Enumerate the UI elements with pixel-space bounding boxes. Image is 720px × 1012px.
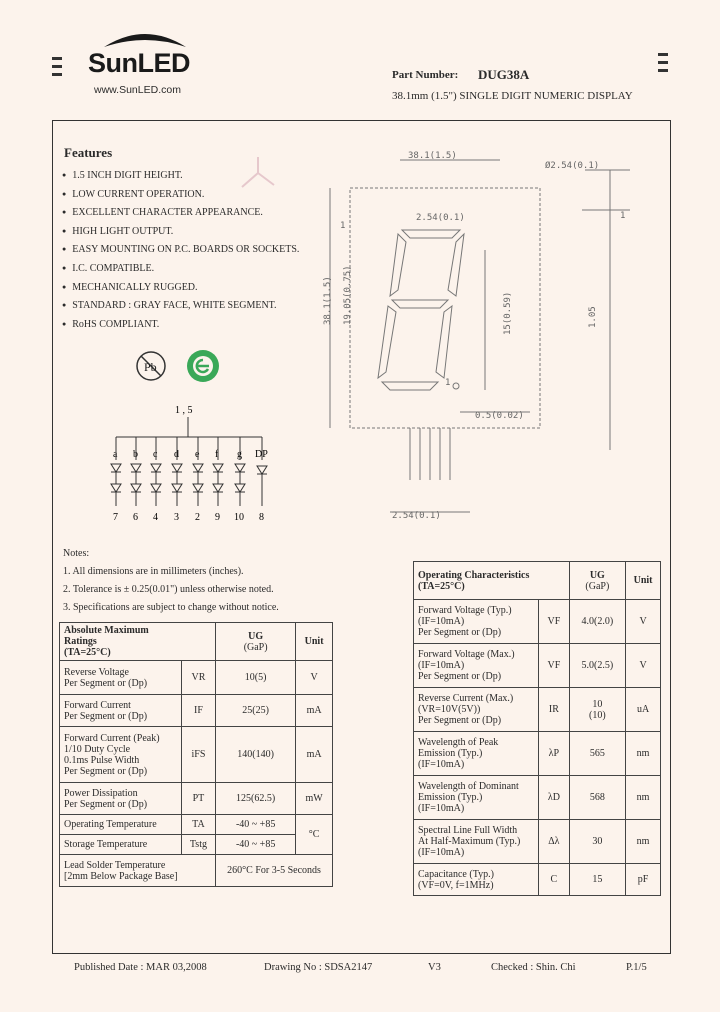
table-row (414, 820, 661, 864)
feature-item: ● MECHANICALLY RUGGED. (62, 279, 299, 298)
pin-label: 8 (259, 512, 264, 523)
product-subtitle: 38.1mm (1.5") SINGLE DIGIT NUMERIC DISPLAY (392, 90, 633, 102)
row-sub: Per Segment or (Dp) (64, 710, 148, 722)
row-sub: (VF=0V, f=1MHz) (418, 879, 494, 891)
row-sub: At Half-Maximum (Typ.) (418, 836, 521, 847)
segment-label: a (113, 449, 118, 460)
dimension-label: 19.05(0.75) (343, 265, 353, 325)
row-val: 565 (569, 732, 626, 776)
row-sub3: Per Segment or (Dp) (64, 765, 148, 777)
row-sym: C (539, 864, 569, 896)
pin-label: 6 (133, 512, 138, 523)
rohs-icon (184, 347, 222, 385)
row-sym: IR (539, 688, 569, 732)
row-val: 25(25) (216, 695, 296, 727)
row-sub: Emission (Typ.) (418, 748, 483, 759)
op-col-unit: Unit (626, 562, 661, 600)
row-val: 10(5) (216, 661, 296, 695)
row-param: Reverse Voltage (64, 666, 129, 678)
row-unit: mW (296, 783, 333, 815)
dimension-label: 1 (340, 221, 346, 231)
row-param: Forward Voltage (Max.) (418, 649, 515, 660)
feature-item: ● STANDARD : GRAY FACE, WHITE SEGMENT. (62, 297, 299, 316)
checked-by: Checked : Shin. Chi (491, 962, 576, 973)
row-unit: pF (626, 864, 661, 896)
absolute-max-table (59, 622, 333, 887)
drawing-number: Drawing No : SDSA2147 (264, 962, 373, 973)
dimension-label: 15(0.59) (503, 291, 513, 335)
common-pins: 1 , 5 (175, 405, 193, 416)
row-val: 15 (569, 864, 626, 896)
dimension-label: 38.1(1.5) (323, 276, 333, 325)
table-row (60, 661, 333, 695)
row-sym: λP (539, 732, 569, 776)
row-val: 4.0(2.0) (569, 600, 626, 644)
table-row (60, 727, 333, 783)
abs-col-unit: Unit (296, 623, 333, 661)
abs-title: Absolute Maximum Ratings (64, 625, 149, 647)
row-val: 260°C For 3-5 Seconds (216, 855, 333, 887)
row-param: Forward Voltage (Typ.) (418, 605, 512, 616)
logo-arc-icon (100, 27, 190, 49)
row-unit: V (626, 644, 661, 688)
pin-label: 10 (234, 512, 244, 523)
abs-col-ug-sub: (GaP) (243, 641, 268, 653)
led-diode (151, 437, 161, 506)
segment-label: DP (255, 449, 268, 460)
feature-item: ● LOW CURRENT OPERATION. (62, 186, 299, 205)
row-sub: [2mm Below Package Base] (64, 870, 178, 882)
row-param: Reverse Current (Max.) (418, 693, 514, 704)
row-sub2: Per Segment or (Dp) (418, 715, 502, 726)
row-sub: 1/10 Duty Cycle (64, 743, 131, 755)
op-col-ug: UG (589, 569, 605, 581)
led-diode (257, 437, 267, 506)
op-cond: (TA=25°C) (418, 580, 465, 592)
dimension-label: 1 (445, 378, 451, 388)
pb-label: Pb (144, 360, 157, 374)
dimension-label: Ø2.54(0.1) (545, 161, 600, 171)
part-number: DUG38A (478, 67, 530, 82)
part-number-label: Part Number: (392, 69, 459, 81)
table-row (414, 688, 661, 732)
features-title: Features (64, 145, 113, 160)
row-param: Lead Solder Temperature (64, 859, 166, 871)
row-val: 140(140) (216, 727, 296, 783)
pb-free-icon (135, 350, 167, 382)
dimension-label: 2.54(0.1) (392, 511, 441, 521)
row-val: 125(62.5) (216, 783, 296, 815)
dimension-label: 0.5(0.02) (475, 411, 524, 421)
row-sym: Δλ (539, 820, 569, 864)
row-sym: PT (181, 783, 215, 815)
pin-label: 7 (113, 512, 118, 523)
dimension-label: 1 (620, 211, 626, 221)
brand-url[interactable]: www.SunLED.com (94, 84, 181, 96)
row-param: Forward Current (64, 699, 131, 711)
row-val: 5.0(2.5) (569, 644, 626, 688)
row-val: -40 ~ +85 (216, 835, 296, 855)
notes-title: Notes: (63, 548, 90, 559)
led-diode (213, 437, 223, 506)
led-diode (111, 437, 121, 506)
row-sub: Per Segment or (Dp) (64, 798, 148, 810)
table-row (60, 783, 333, 815)
table-row (414, 776, 661, 820)
row-val: 10 (592, 698, 603, 710)
segment-label: f (215, 449, 219, 460)
dimension-label: 38.1(1.5) (408, 151, 457, 161)
row-sym: Tstg (181, 835, 215, 855)
segment-label: d (174, 449, 179, 460)
circuit-diagram (98, 400, 278, 525)
row-val2: (10) (589, 709, 606, 721)
table-row (414, 864, 661, 896)
row-unit: V (626, 600, 661, 644)
row-param: Forward Current (Peak) (64, 732, 160, 744)
dimension-label: 1.05 (588, 306, 598, 328)
segment-label: b (133, 449, 138, 460)
feature-item: ● HIGH LIGHT OUTPUT. (62, 223, 299, 242)
feature-item: ● I.C. COMPATIBLE. (62, 260, 299, 279)
row-unit: nm (626, 732, 661, 776)
row-param: Spectral Line Full Width (418, 825, 518, 836)
row-unit: mA (296, 727, 333, 783)
row-sym: VF (539, 600, 569, 644)
row-val: -40 ~ +85 (216, 815, 296, 835)
left-edge-marks (52, 57, 62, 81)
brand-logo: SunLED (88, 48, 190, 78)
row-param: Storage Temperature (60, 835, 182, 855)
row-param: Capacitance (Typ.) (418, 868, 494, 880)
table-row (414, 644, 661, 688)
led-diode (131, 437, 141, 506)
row-sub2: Per Segment or (Dp) (418, 627, 502, 638)
row-sub: (VR=10V(5V)) (418, 704, 481, 715)
row-sym: iFS (181, 727, 215, 783)
operating-characteristics-table (413, 561, 661, 896)
feature-item: ● EASY MOUNTING ON P.C. BOARDS OR SOCKETS. (62, 241, 299, 260)
op-title: Operating Characteristics (418, 569, 530, 581)
row-param: Operating Temperature (60, 815, 182, 835)
table-row (60, 695, 333, 727)
segment-label: g (237, 449, 242, 460)
op-col-ug-sub: (GaP) (585, 580, 610, 592)
pin-label: 2 (195, 512, 200, 523)
row-unit: °C (296, 815, 333, 855)
note-item: 3. Specifications are subject to change without notice. (63, 602, 279, 613)
row-unit: uA (626, 688, 661, 732)
row-sub2: (IF=10mA) (418, 803, 465, 814)
note-item: 1. All dimensions are in millimeters (inches). (63, 566, 244, 577)
feature-item: ● EXCELLENT CHARACTER APPEARANCE. (62, 204, 299, 223)
table-row (414, 732, 661, 776)
table-row (60, 855, 333, 887)
row-unit: mA (296, 695, 333, 727)
segment-label: c (153, 449, 158, 460)
row-param: Power Dissipation (64, 787, 138, 799)
watermark-icon (238, 155, 278, 191)
row-sub2: Per Segment or (Dp) (418, 671, 502, 682)
feature-item: ● 1.5 INCH DIGIT HEIGHT. (62, 167, 299, 186)
pin-label: 3 (174, 512, 179, 523)
row-sym: TA (181, 815, 215, 835)
notes (63, 545, 279, 617)
row-param: Wavelength of Dominant (418, 781, 519, 792)
row-sym: VR (181, 661, 215, 695)
pin-label: 4 (153, 512, 158, 523)
right-edge-marks (658, 53, 668, 77)
note-item: 2. Tolerance is ± 0.25(0.01") unless otherwise noted. (63, 584, 274, 595)
table-row (60, 835, 333, 855)
row-sym: VF (539, 644, 569, 688)
row-unit: nm (626, 776, 661, 820)
published-date: Published Date : MAR 03,2008 (74, 962, 207, 973)
dimension-drawing (320, 150, 660, 530)
pin-label: 9 (215, 512, 220, 523)
abs-cond: (TA=25°C) (64, 647, 111, 658)
row-sub2: (IF=10mA) (418, 759, 465, 770)
row-unit: V (296, 661, 333, 695)
row-sub: (IF=10mA) (418, 616, 465, 627)
row-sub2: (IF=10mA) (418, 847, 465, 858)
dimension-label: 2.54(0.1) (416, 213, 465, 223)
features-list (62, 167, 299, 334)
segment-label: e (195, 449, 200, 460)
led-diode (193, 437, 203, 506)
page-number: P.1/5 (626, 962, 647, 973)
row-sym: λD (539, 776, 569, 820)
row-sym: IF (181, 695, 215, 727)
led-diode (172, 437, 182, 506)
abs-col-ug: UG (248, 630, 264, 642)
row-sub2: 0.1ms Pulse Width (64, 754, 140, 766)
row-sub: Emission (Typ.) (418, 792, 483, 803)
table-row (60, 815, 333, 835)
table-row (414, 600, 661, 644)
row-unit: nm (626, 820, 661, 864)
version: V3 (428, 962, 441, 973)
row-val: 30 (569, 820, 626, 864)
row-sub: Per Segment or (Dp) (64, 677, 148, 689)
row-param: Wavelength of Peak (418, 737, 499, 748)
row-sub: (IF=10mA) (418, 660, 465, 671)
feature-item: ● RoHS COMPLIANT. (62, 316, 299, 335)
led-diode (235, 437, 245, 506)
row-val: 568 (569, 776, 626, 820)
